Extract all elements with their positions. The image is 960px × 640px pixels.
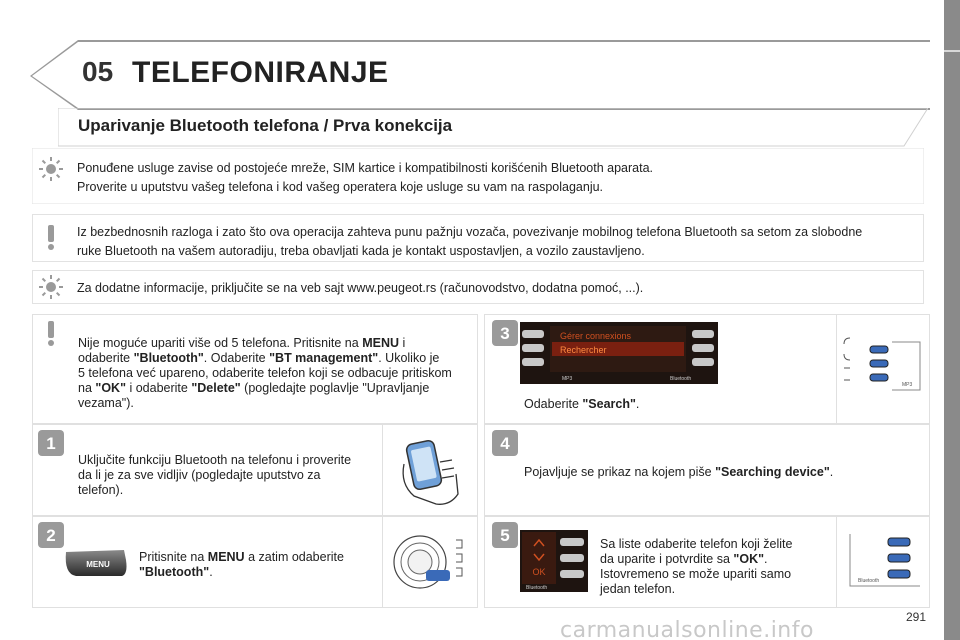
radio-control-knob-illustration xyxy=(390,526,470,598)
chapter-number: 05 xyxy=(82,56,114,87)
step-number-badge xyxy=(490,520,520,550)
svg-text:1: 1 xyxy=(46,434,56,453)
svg-text:Bluetooth: Bluetooth xyxy=(526,585,548,591)
step-2-text: Pritisnite na MENU a zatim odaberite "Bluetooth". xyxy=(139,550,344,579)
svg-text:Gérer connexions: Gérer connexions xyxy=(560,331,632,341)
warning-cell-text: Nije moguće upariti više od 5 telefona. Pritisnite na MENU i odaberite "Bluetooth". Odaberite "BT management". Ukoliko je 5 telefona već upareno, odaberite telefon koji se odbacuje pritiskom na "OK" i odaberite "Delete" (pogledajte poglavlje "Upravljanje vezama"). xyxy=(78,336,452,410)
svg-text:MP3: MP3 xyxy=(562,376,573,382)
phone-in-hand-illustration xyxy=(396,434,466,508)
svg-text:MENU: MENU xyxy=(86,560,110,569)
sun-info-icon xyxy=(36,154,66,184)
info-note-network xyxy=(32,148,924,204)
step-number-badge xyxy=(36,428,66,458)
exclamation-warning-icon xyxy=(36,318,66,348)
svg-text:5: 5 xyxy=(500,526,510,545)
svg-text:Rechercher: Rechercher xyxy=(560,345,607,355)
svg-text:4: 4 xyxy=(500,434,510,453)
svg-text:OK: OK xyxy=(532,567,546,577)
radio-side-buttons-panel xyxy=(840,334,924,396)
svg-text:MP3: MP3 xyxy=(902,382,913,388)
svg-text:Bluetooth: Bluetooth xyxy=(670,376,692,382)
watermark-text: carmanualsonline.info xyxy=(560,618,814,640)
svg-text:Bluetooth: Bluetooth xyxy=(858,578,880,584)
chapter-title: TELEFONIRANJE xyxy=(132,56,389,89)
warning-note-line: Iz bezbednosnih razloga i zato što ova operacija zahteva punu pažnju vozača, povezivanje mobilnog telefona Bluetooth sa setom za slobodne xyxy=(77,225,863,239)
warning-note-safety xyxy=(32,214,924,262)
step-4-text: Pojavljuje se prikaz na kojem piše "Searching device". xyxy=(524,465,834,479)
info-note-line: Proverite u uputstvu vašeg telefona i kod vašeg operatera koje usluge su vam na raspolaganju. xyxy=(77,180,604,194)
step-number-badge xyxy=(490,318,520,348)
svg-text:3: 3 xyxy=(500,324,510,343)
section-title: Uparivanje Bluetooth telefona / Prva konekcija xyxy=(78,116,453,135)
info-note-website xyxy=(32,270,924,304)
exclamation-warning-icon xyxy=(36,222,66,252)
warning-note-line: ruke Bluetooth na vašem autoradiju, treba obavljati kada je kontakt uspostavljen, a vozilo zaustavljeno. xyxy=(77,244,645,258)
radio-display-ok-confirm xyxy=(520,530,588,592)
radio-side-buttons-panel xyxy=(844,530,924,590)
menu-button-illustration xyxy=(62,546,130,580)
info-note-line: Ponuđene usluge zavise od postojeće mreže, SIM kartice i kompatibilnosti korišćenih Bluetooth aparata. xyxy=(77,161,654,175)
step-5-text: Sa liste odaberite telefon koji želite da uparite i potvrdite sa "OK". Istovremeno se može upariti samo jedan telefon. xyxy=(600,537,793,596)
info-note-line: Za dodatne informacije, priključite se na veb sajt www.peugeot.rs (računovodstvo, dodatna pomoć, ...). xyxy=(77,281,644,295)
svg-text:2: 2 xyxy=(46,526,56,545)
step-3-text: Odaberite "Search". xyxy=(524,397,640,411)
sun-info-icon xyxy=(36,272,66,302)
right-edge-strip xyxy=(944,0,960,640)
step-number-badge xyxy=(490,428,520,458)
page-number: 291 xyxy=(906,610,927,624)
step-1-text: Uključite funkciju Bluetooth na telefonu i proverite da li je za sve vidljiv (pogledajte uputstvo za telefon). xyxy=(78,453,352,497)
radio-display-search-menu xyxy=(520,322,718,384)
